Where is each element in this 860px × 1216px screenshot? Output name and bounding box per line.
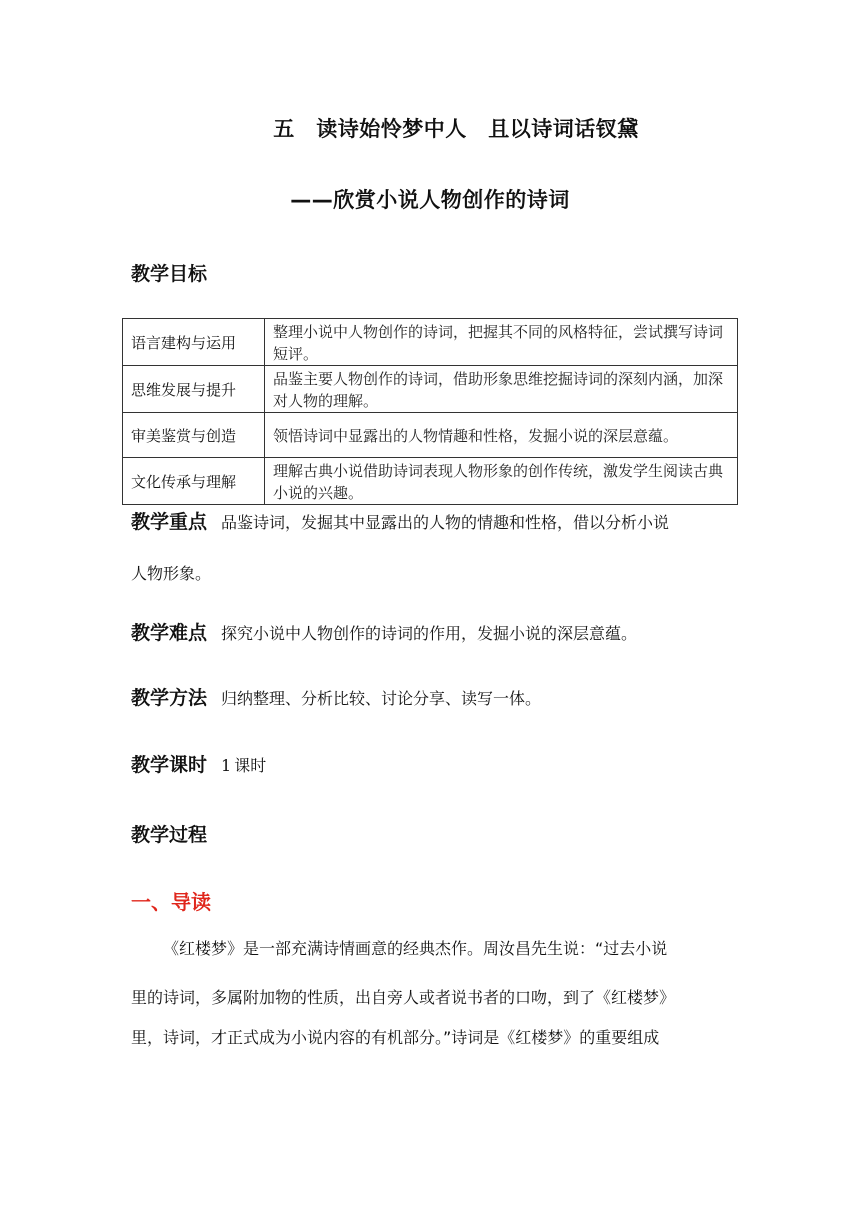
method-row [131, 688, 541, 709]
method-label: 教学方法 [131, 687, 208, 709]
table-row [123, 319, 738, 366]
table-row [123, 366, 738, 413]
hours-label: 教学课时 [131, 754, 208, 776]
goal-label: 语言建构与运用 [123, 319, 265, 366]
hours-row [131, 755, 266, 776]
method-text: 归纳整理、分析比较、讨论分享、读写一体。 [221, 689, 542, 708]
intro-line: 里的诗词，多属附加物的性质，出自旁人或者说书者的口吻，到了《红楼梦》 [131, 988, 676, 1007]
focus-label: 教学重点 [131, 511, 208, 533]
intro-line: 《红楼梦》是一部充满诗情画意的经典杰作。周汝昌先生说：“过去小说 [163, 939, 668, 958]
difficulty-text: 探究小说中人物创作的诗词的作用，发掘小说的深层意蕴。 [221, 624, 638, 643]
goals-table [122, 318, 738, 505]
goal-label: 思维发展与提升 [123, 366, 265, 413]
goal-label: 文化传承与理解 [123, 458, 265, 505]
goal-text: 领悟诗词中显露出的人物情趣和性格，发掘小说的深层意蕴。 [265, 413, 738, 458]
hours-unit: 课时 [234, 756, 267, 775]
page-title: 五 读诗始怜梦中人 且以诗词话钗黛 [273, 117, 639, 141]
focus-text: 品鉴诗词，发掘其中显露出的人物的情趣和性格，借以分析小说 [221, 513, 670, 532]
intro-line: 里，诗词，才正式成为小说内容的有机部分。”诗词是《红楼梦》的重要组成 [131, 1028, 660, 1047]
goal-text: 整理小说中人物创作的诗词，把握其不同的风格特征，尝试撰写诗词短评。 [265, 319, 738, 366]
goal-label: 审美鉴赏与创造 [123, 413, 265, 458]
goals-heading: 教学目标 [131, 263, 208, 285]
intro-heading: 一、导读 [131, 890, 211, 914]
process-heading: 教学过程 [131, 824, 208, 846]
page-subtitle: ——欣赏小说人物创作的诗词 [290, 188, 570, 212]
focus-row [131, 512, 669, 533]
difficulty-row [131, 623, 637, 644]
focus-text-continued: 人物形象。 [131, 564, 212, 583]
difficulty-label: 教学难点 [131, 622, 208, 644]
goal-text: 品鉴主要人物创作的诗词，借助形象思维挖掘诗词的深刻内涵，加深对人物的理解。 [265, 366, 738, 413]
hours-number: 1 [221, 756, 232, 775]
goal-text: 理解古典小说借助诗词表现人物形象的创作传统，激发学生阅读古典小说的兴趣。 [265, 458, 738, 505]
table-row [123, 458, 738, 505]
table-row [123, 413, 738, 458]
